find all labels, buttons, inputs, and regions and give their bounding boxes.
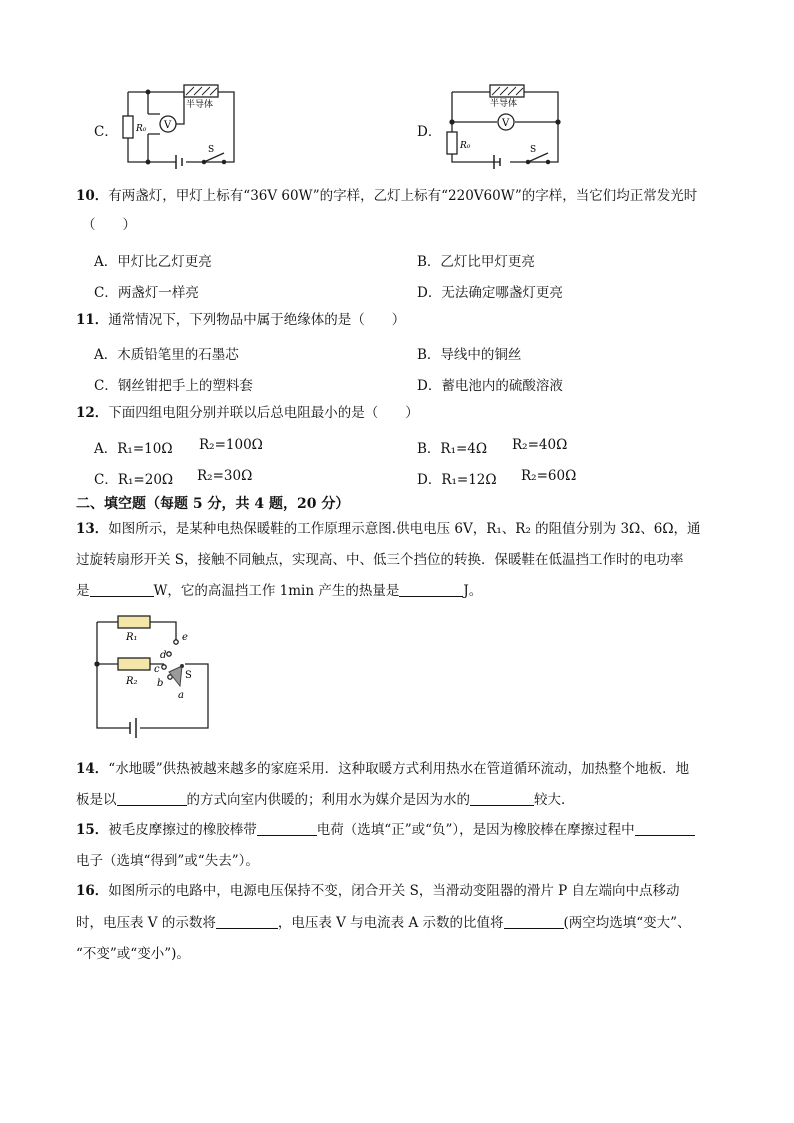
option-d-circuit [442, 80, 566, 170]
r1-label: R₁ [126, 632, 138, 643]
q12-option-c-label: C． [94, 472, 118, 488]
r0-label-d: R₀ [460, 141, 471, 151]
q16-blank-1[interactable] [216, 914, 278, 929]
question-10-number: 10． [76, 188, 109, 204]
question-15-line-2: 电子（选填“得到”或“失去”）。 [76, 853, 259, 869]
question-14-line-1 [76, 758, 689, 780]
option-c-label[interactable]: C． [94, 124, 118, 140]
question-16-line-2 [76, 912, 691, 934]
r0-label-c: R₀ [136, 124, 147, 134]
q10-option-c[interactable]: C．两盏灯一样亮 [94, 285, 199, 301]
question-10-paren: （ ） [82, 217, 136, 233]
q16-line2-a: 时，电压表 V 的示数将 [76, 915, 216, 931]
q12-option-c-r2: R₂=30Ω [197, 468, 253, 484]
q14-line2-a: 板是以 [76, 792, 117, 808]
q13-blank-2[interactable] [399, 582, 463, 597]
contact-c-label: c [154, 664, 160, 675]
q13-line3-b: W，它的高温挡工作 1min 产生的热量是 [153, 583, 400, 599]
contact-b-label: b [157, 678, 164, 689]
q11-option-b[interactable]: B．导线中的铜丝 [417, 347, 522, 363]
semiconductor-label-c: 半导体 [186, 100, 214, 110]
section-2-title: 二、填空题（每题 5 分，共 4 题，20 分） [76, 496, 350, 512]
question-15-number: 15． [76, 822, 109, 838]
contact-d-label: d [160, 650, 167, 661]
question-13-line-2: 过旋转扇形开关 S，接触不同触点，实现高、中、低三个挡位的转换．保暖鞋在低温挡工作时的电功率 [76, 552, 684, 568]
question-16-line-1 [76, 880, 680, 902]
q12-option-c-r1: R₁=20Ω [117, 472, 174, 488]
q13-line3-c: J。 [463, 583, 483, 599]
option-d-label[interactable]: D． [417, 124, 442, 140]
q16-line2-b: ，电压表 V 与电流表 A 示数的比值将 [277, 915, 504, 931]
q12-option-a-r2: R₂=100Ω [199, 437, 263, 453]
r2-label: R₂ [126, 676, 138, 687]
q11-option-c[interactable]: C．钢丝钳把手上的塑料套 [94, 378, 253, 394]
q12-option-b[interactable] [417, 437, 568, 457]
q15-line1-a: 被毛皮摩擦过的橡胶棒带 [108, 822, 257, 838]
question-10-text: 有两盏灯，甲灯上标有“36V 60W”的字样，乙灯上标有“220V60W”的字样，当它们均正常发光时 [108, 188, 698, 204]
question-16-line-1-text: 如图所示的电路中，电源电压保持不变，闭合开关 S，当滑动变阻器的滑片 P 自左端向中点移动 [108, 883, 680, 899]
q15-blank-1[interactable] [257, 821, 317, 836]
question-13-line-1-text: 如图所示，是某种电热保暖鞋的工作原理示意图.供电电压 6V，R₁、R₂ 的阻值分别为 3Ω、6Ω，通 [108, 521, 701, 537]
q14-blank-1[interactable] [117, 791, 187, 806]
semiconductor-label-d: 半导体 [490, 99, 518, 109]
q12-option-d[interactable] [417, 468, 577, 488]
switch-label-c: S [208, 145, 215, 155]
q12-option-d-r1: R₁=12Ω [441, 472, 497, 488]
question-12-text: 下面四组电阻分别并联以后总电阻最小的是（ ） [108, 405, 419, 421]
q14-line2-b: 的方式向室内供暖的；利用水为媒介是因为水的 [186, 792, 470, 808]
q11-option-d[interactable]: D．蓄电池内的硫酸溶液 [417, 378, 563, 394]
question-16-number: 16． [76, 883, 109, 899]
question-12-number: 12． [76, 405, 109, 421]
question-15-line-1 [76, 819, 695, 841]
question-16-line-3: “不变”或“变小”)。 [76, 946, 190, 962]
question-10-stem [76, 185, 697, 207]
q15-blank-2[interactable] [635, 821, 695, 836]
question-11-stem [76, 309, 405, 331]
q12-option-a-label: A． [94, 441, 118, 457]
q15-line1-b: 电荷（选填“正”或“负”），是因为橡胶棒在摩擦过程中 [316, 822, 635, 838]
voltmeter-label-c: V [164, 120, 172, 131]
contact-a-label: a [178, 690, 184, 701]
question-14-line-2 [76, 789, 575, 811]
question-13-line-3 [76, 580, 482, 602]
question-13-line-1 [76, 518, 701, 540]
q12-option-a[interactable] [94, 437, 263, 457]
q12-option-a-r1: R₁=10Ω [117, 441, 173, 457]
q16-blank-2[interactable] [504, 914, 564, 929]
question-14-number: 14． [76, 761, 109, 777]
q14-line2-c: 较大． [534, 792, 575, 808]
q10-option-d[interactable]: D．无法确定哪盏灯更亮 [417, 285, 563, 301]
contact-e-label: e [182, 632, 188, 643]
q12-option-c[interactable] [94, 468, 253, 488]
question-12-stem [76, 402, 419, 424]
q12-option-d-r2: R₂=60Ω [521, 468, 577, 484]
option-c-circuit [118, 80, 240, 170]
q13-blank-1[interactable] [90, 582, 154, 597]
q12-option-b-label: B． [417, 441, 441, 457]
switch-label-d: S [530, 145, 537, 155]
question-11-text: 通常情况下，下列物品中属于绝缘体的是（ ） [108, 312, 406, 328]
q12-option-b-r1: R₁=4Ω [440, 441, 488, 457]
q14-blank-2[interactable] [470, 791, 534, 806]
q11-option-a[interactable]: A．木质铅笔里的石墨芯 [94, 347, 239, 363]
q16-line2-c: (两空均选填“变大”、 [563, 915, 691, 931]
switch-s-label: S [185, 670, 192, 681]
q12-option-d-label: D． [417, 472, 442, 488]
q10-option-b[interactable]: B．乙灯比甲灯更亮 [417, 254, 535, 270]
question-13-circuit [90, 612, 220, 742]
question-14-line-1-text: “水地暖”供热被越来越多的家庭采用．这种取暖方式利用热水在管道循环流动，加热整个地板．地 [108, 761, 690, 777]
question-13-number: 13． [76, 521, 109, 537]
q13-line3-a: 是 [76, 583, 90, 599]
question-11-number: 11． [76, 312, 109, 328]
q10-option-a[interactable]: A．甲灯比乙灯更亮 [94, 254, 212, 270]
voltmeter-label-d: V [502, 118, 510, 129]
q12-option-b-r2: R₂=40Ω [512, 437, 568, 453]
